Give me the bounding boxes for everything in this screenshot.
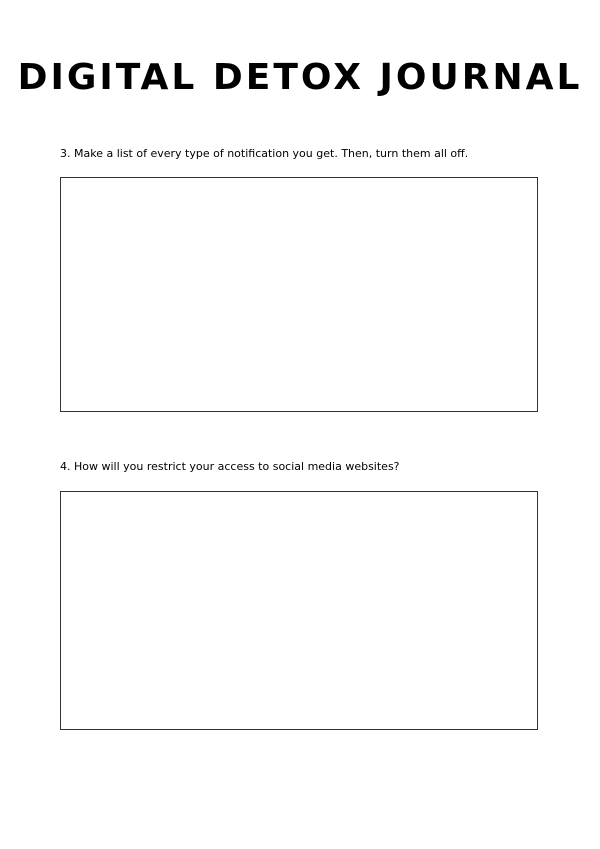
page-title: DIGITAL DETOX JOURNAL (17, 57, 583, 98)
question-3-answer-box[interactable] (60, 177, 538, 412)
question-4-answer-box[interactable] (60, 491, 538, 730)
question-3-prompt: 3. Make a list of every type of notification you get. Then, turn them all off. (60, 147, 469, 160)
question-4-prompt: 4. How will you restrict your access to social media websites? (60, 460, 400, 473)
